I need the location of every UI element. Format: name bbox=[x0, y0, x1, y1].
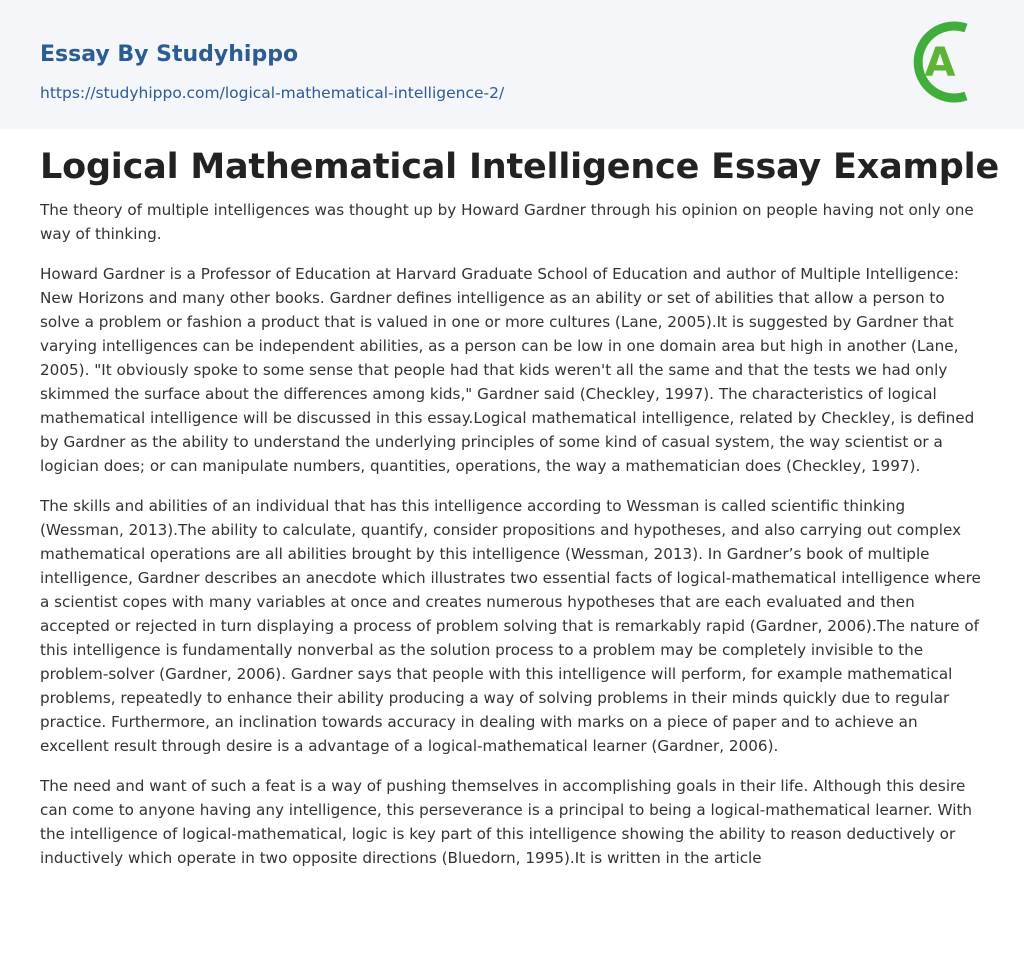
article-paragraph-3: The skills and abilities of an individual that has this intelligence according to Wessman is called scientific thinking (Wessman, 2013).The ability to calculate, quantify, consider propositions and hypotheses, and also carrying out complex mathematical operations are all abilities brought by this intelligence (Wessman, 2013). In Gardner’s book of multiple intelligence, Gardner describes an anecdote which illustrates two essential facts of logical-mathematical intelligence where a scientist copes with many variables at once and creates numerous hypotheses that are each evaluated and then accepted or rejected in turn displaying a process of problem solving that is remarkably rapid (Gardner, 2006).The nature of this intelligence is fundamentally nonverbal as the solution process to a problem may be completely invisible to the problem-solver (Gardner, 2006). Gardner says that people with this intelligence will perform, for example mathematical problems, repeatedly to enhance their ability producing a way of solving problems in their minds quickly due to regular practice. Furthermore, an inclination towards accuracy in dealing with marks on a piece of paper and to achieve an excellent result through desire is a advantage of a logical-mathematical learner (Gardner, 2006). bbox=[40, 497, 981, 755]
article bbox=[40, 144, 999, 886]
logo-letter: A bbox=[924, 40, 956, 86]
article-paragraph-1: The theory of multiple intelligences was thought up by Howard Gardner through his opinion on people having not only one way of thinking. bbox=[40, 201, 974, 243]
site-name[interactable]: Essay By Studyhippo bbox=[40, 42, 299, 67]
site-header bbox=[0, 0, 1024, 129]
article-paragraph-2: Howard Gardner is a Professor of Education at Harvard Graduate School of Education and author of Multiple Intelligence: New Horizons and many other books. Gardner defines intelligence as an ability or set of abilities that allow a person to solve a problem or fashion a product that is valued in one or more cultures (Lane, 2005).It is suggested by Gardner that varying intelligences can be independent abilities, as a person can be low in one domain area but high in another (Lane, 2005). "It obviously spoke to some sense that people had that kids weren't all the same and that the tests we had only skimmed the surface about the differences among kids," Gardner said (Checkley, 1997). The characteristics of logical mathematical intelligence will be discussed in this essay.Logical mathematical intelligence, related by Checkley, is defined by Gardner as the ability to understand the underlying principles of some kind of casual system, the way scientist or a logician does; or can manipulate numbers, quantities, operations, the way a mathematician does (Checkley, 1997). bbox=[40, 265, 975, 475]
article-url-link[interactable]: https://studyhippo.com/logical-mathematical-intelligence-2/ bbox=[40, 84, 505, 102]
article-paragraph-4: The need and want of such a feat is a way of pushing themselves in accomplishing goals in their life. Although this desire can come to anyone having any intelligence, this perseverance is a principal to being a logical-mathematical learner. With the intelligence of logical-mathematical, logic is key part of this intelligence showing the ability to reason deductively or inductively which operate in two opposite directions (Bluedorn, 1995).It is written in the article bbox=[40, 777, 973, 867]
article-title: Logical Mathematical Intelligence Essay Example bbox=[40, 147, 999, 187]
studyhippo-logo-icon[interactable] bbox=[908, 18, 988, 106]
